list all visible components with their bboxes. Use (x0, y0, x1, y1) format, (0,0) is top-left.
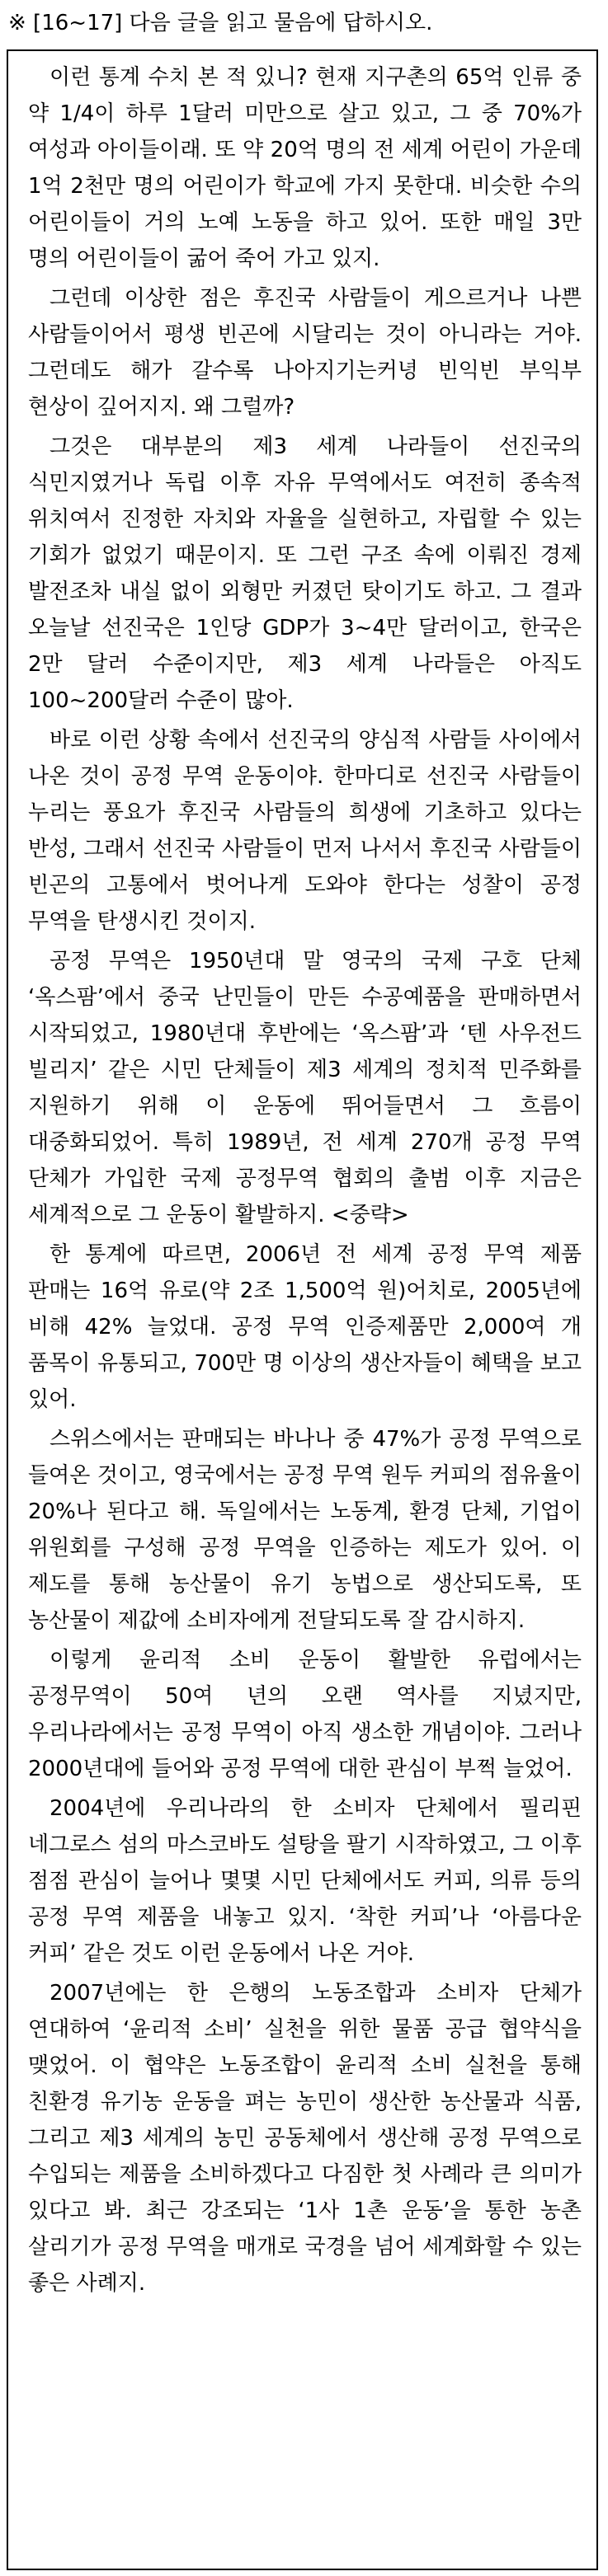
paragraph-10: 2007년에는 한 은행의 노동조합과 소비자 단체가 연대하여 ‘윤리적 소비’ 실천을 위한 물품 공급 협약식을 맺었어. 이 협약은 노동조합이 윤리적 소비 실천을 통해 친환경 유기농 운동을 펴는 농민이 생산한 농산물과 식품, 그리고 제3 세계의 농민 공동체에서 생산해 공정 무역으로 수입되는 제품을 소비하겠다고 다짐한 첫 사례라 큰 의미가 있다고 봐. 최근 강조되는 ‘1사 1촌 운동’을 통한 농촌 살리기가 공정 무역을 매개로 국경을 넘어 세계화할 수 있는 좋은 사례지. (28, 1981, 582, 2296)
paragraph-2: 그런데 이상한 점은 후진국 사람들이 게으르거나 나쁜 사람들이어서 평생 빈곤에 시달리는 것이 아니라는 거야. 그런데도 해가 갈수록 나아지기는커녕 빈익빈 부익부 현상이 깊어지지. 왜 그럴까? (28, 286, 582, 420)
paragraph-7: 스위스에서는 판매되는 바나나 중 47%가 공정 무역으로 들여온 것이고, 영국에서는 공정 무역 원두 커피의 점유율이 20%나 된다고 해. 독일에서는 노동계, 환경 단체, 기업이 위원회를 구성해 공정 무역을 인증하는 제도가 있어. 이 제도를 통해 농산물이 유기 농법으로 생산되도록, 또 농산물이 제값에 소비자에게 전달되도록 잘 감시하지. (28, 1427, 582, 1633)
question-header: ※ [16~17] 다음 글을 읽고 물음에 답하시오. (8, 11, 433, 35)
passage-box (7, 49, 598, 2570)
paragraph-8: 이렇게 윤리적 소비 운동이 활발한 유럽에서는 공정무역이 50여 년의 오랜 역사를 지녔지만, 우리나라에서는 공정 무역이 아직 생소한 개념이야. 그러나 2000년대에 들어와 공정 무역에 대한 관심이 부쩍 늘었어. (28, 1648, 582, 1781)
paragraph-4: 바로 이런 상황 속에서 선진국의 양심적 사람들 사이에서 나온 것이 공정 무역 운동이야. 한마디로 선진국 사람들이 누리는 풍요가 후진국 사람들의 희생에 기초하고 있다는 반성, 그래서 선진국 사람들이 먼저 나서서 후진국 사람들이 빈곤의 고통에서 벗어나게 도와야 한다는 성찰이 공정 무역을 탄생시킨 것이지. (28, 728, 582, 934)
paragraph-1: 이런 통계 수치 본 적 있니? 현재 지구촌의 65억 인류 중 약 1/4이 하루 1달러 미만으로 살고 있고, 그 중 70%가 여성과 아이들이래. 또 약 20억 명의 전 세계 어린이 가운데 1억 2천만 명의 어린이가 학교에 가지 못한대. 비슷한 수의 어린이들이 거의 노예 노동을 하고 있어. 또한 매일 3만 명의 어린이들이 굶어 죽어 가고 있지. (28, 65, 582, 271)
paragraph-6: 한 통계에 따르면, 2006년 전 세계 공정 무역 제품 판매는 16억 유로(약 2조 1,500억 원)어치로, 2005년에 비해 42% 늘었대. 공정 무역 인증제품만 2,000여 개 품목이 유통되고, 700만 명 이상의 생산자들이 혜택을 보고 있어. (28, 1242, 582, 1412)
paragraph-5: 공정 무역은 1950년대 말 영국의 국제 구호 단체 ‘옥스팜’에서 중국 난민들이 만든 수공예품을 판매하면서 시작되었고, 1980년대 후반에는 ‘옥스팜’과 ‘텐 사우전드 빌리지’ 같은 시민 단체들이 제3 세계의 정치적 민주화를 지원하기 위해 이 운동에 뛰어들면서 그 흐름이 대중화되었어. 특히 1989년, 전 세계 270개 공정 무역 단체가 가입한 국제 공정무역 협회의 출범 이후 지금은 세계적으로 그 운동이 활발하지. <중략> (28, 949, 582, 1227)
paragraph-3: 그것은 대부분의 제3 세계 나라들이 선진국의 식민지였거나 독립 이후 자유 무역에서도 여전히 종속적 위치여서 진정한 자치와 자율을 실현하고, 자립할 수 있는 기회가 없었기 때문이지. 또 그런 구조 속에 이뤄진 경제 발전조차 내실 없이 외형만 커졌던 탓이기도 하고. 그 결과 오늘날 선진국은 1인당 GDP가 3~4만 달러이고, 한국은 2만 달러 수준이지만, 제3 세계 나라들은 아직도 100~200달러 수준이 많아. (28, 434, 582, 713)
paragraph-9: 2004년에 우리나라의 한 소비자 단체에서 필리핀 네그로스 섬의 마스코바도 설탕을 팔기 시작하였고, 그 이후 점점 관심이 늘어나 몇몇 시민 단체에서도 커피, 의류 등의 공정 무역 제품을 내놓고 있지. ‘착한 커피’나 ‘아름다운 커피’ 같은 것도 이런 운동에서 나온 거야. (28, 1796, 582, 1966)
